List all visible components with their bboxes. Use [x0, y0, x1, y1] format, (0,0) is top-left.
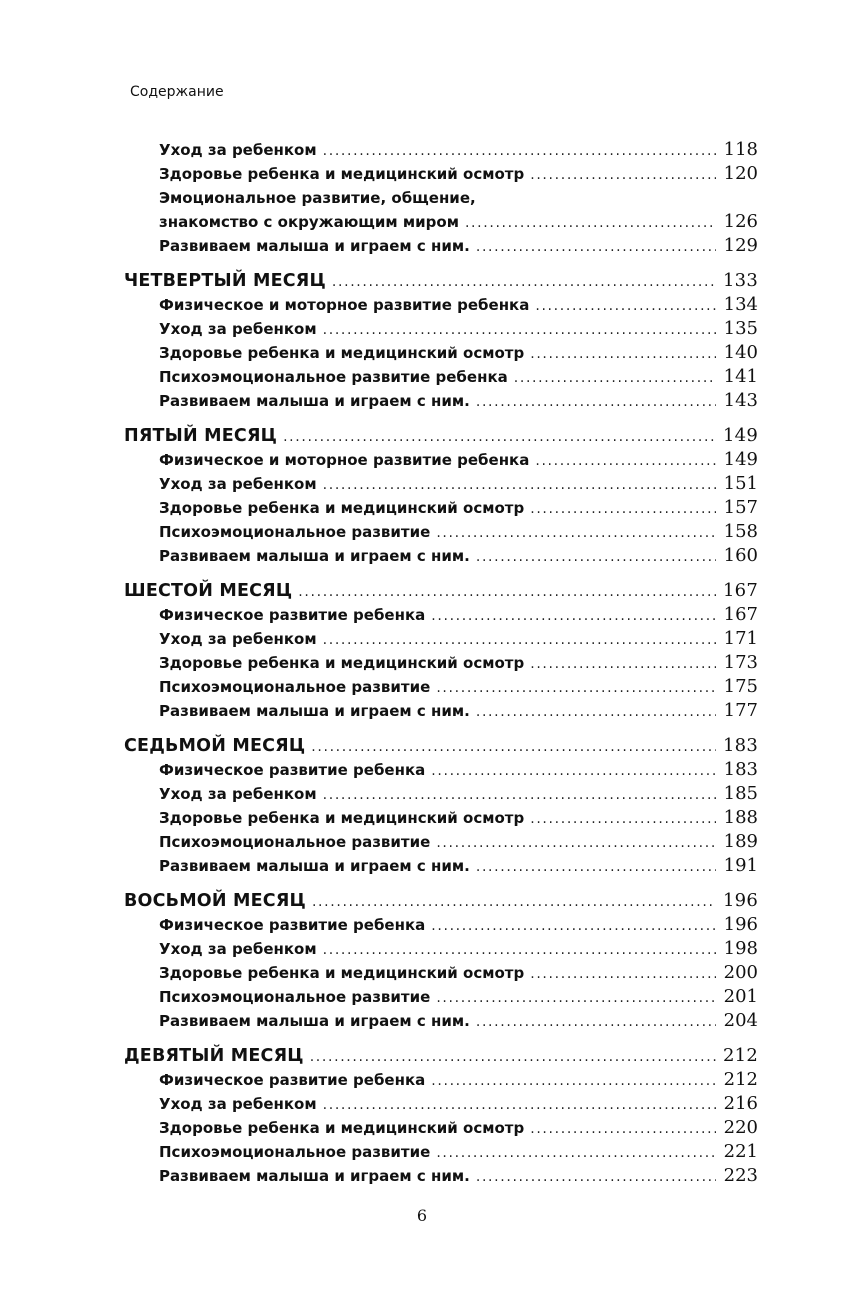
chapter-page: 149	[723, 425, 758, 446]
toc-entry-page: 175	[723, 676, 758, 697]
chapter-title: ЧЕТВЕРТЫЙ МЕСЯЦ	[124, 271, 326, 291]
toc-entry-title: Уход за ребенком	[159, 141, 317, 159]
toc-entry[interactable]	[124, 1140, 758, 1164]
toc-entry[interactable]	[124, 234, 758, 258]
dot-leader	[530, 652, 716, 676]
dot-leader	[323, 473, 716, 497]
toc-entry-title: Здоровье ребенка и медицинский осмотр	[159, 809, 525, 827]
dot-leader	[436, 1141, 716, 1165]
dot-leader	[323, 139, 716, 163]
toc-chapter-heading[interactable]	[124, 423, 758, 448]
toc-entry-title: Физическое развитие ребенка	[159, 916, 426, 934]
toc-entry-page: 220	[723, 1117, 758, 1138]
toc-entry[interactable]	[124, 699, 758, 723]
chapter-page: 167	[723, 580, 758, 601]
toc-entry-title: Здоровье ребенка и медицинский осмотр	[159, 654, 525, 672]
dot-leader	[476, 390, 716, 414]
chapter-title: ВОСЬМОЙ МЕСЯЦ	[124, 891, 306, 911]
dot-leader	[530, 807, 716, 831]
toc-entry-page: 183	[723, 759, 758, 780]
dot-leader	[514, 366, 716, 390]
toc-entry-page: 177	[723, 700, 758, 721]
toc-entry-page: 157	[723, 497, 758, 518]
dot-leader	[436, 676, 716, 700]
dot-leader	[465, 211, 716, 235]
toc-entry[interactable]	[124, 448, 758, 472]
toc-entry-title: Развиваем малыша и играем с ним.	[159, 857, 470, 875]
toc-entry-page: 141	[723, 366, 758, 387]
dot-leader	[431, 759, 716, 783]
toc-entry[interactable]	[124, 1116, 758, 1140]
dot-leader	[431, 914, 716, 938]
toc-entry-title: знакомство с окружающим миром	[159, 213, 459, 231]
toc-entry-title: Развиваем малыша и играем с ним.	[159, 702, 470, 720]
toc-group-intro	[124, 138, 758, 258]
dot-leader	[332, 270, 716, 295]
dot-leader	[283, 425, 716, 450]
toc-entry-page: 171	[723, 628, 758, 649]
toc-entry[interactable]	[124, 1068, 758, 1092]
running-head: Содержание	[130, 84, 224, 100]
page-number: 6	[416, 1206, 428, 1225]
dot-leader	[436, 986, 716, 1010]
toc-entry-page: 126	[723, 211, 758, 232]
toc-entry[interactable]	[124, 365, 758, 389]
dot-leader	[436, 521, 716, 545]
dot-leader	[535, 449, 716, 473]
dot-leader	[431, 604, 716, 628]
toc-entry-page: 167	[723, 604, 758, 625]
toc-entry[interactable]	[124, 520, 758, 544]
toc-entry-title: Уход за ребенком	[159, 940, 317, 958]
toc-entry-title: Развиваем малыша и играем с ним.	[159, 237, 470, 255]
toc-entry[interactable]	[124, 913, 758, 937]
chapter-page: 133	[723, 270, 758, 291]
toc-entry-page: 160	[723, 545, 758, 566]
toc-chapter-group	[124, 268, 758, 413]
toc-entry-page: 216	[723, 1093, 758, 1114]
toc-entry[interactable]	[124, 496, 758, 520]
toc-entry[interactable]	[124, 1009, 758, 1033]
toc-entry[interactable]	[124, 1092, 758, 1116]
toc-entry[interactable]	[124, 389, 758, 413]
toc-entry[interactable]	[124, 341, 758, 365]
toc-entry[interactable]	[124, 544, 758, 568]
toc-entry-page: 198	[723, 938, 758, 959]
toc-entry-page: 189	[723, 831, 758, 852]
toc-entry[interactable]	[124, 675, 758, 699]
dot-leader	[323, 1093, 716, 1117]
toc-entry-title: Физическое и моторное развитие ребенка	[159, 451, 530, 469]
toc-entry-title: Психоэмоциональное развитие	[159, 988, 431, 1006]
toc-entry-title: Уход за ребенком	[159, 320, 317, 338]
dot-leader	[312, 890, 716, 915]
toc-entry[interactable]	[124, 985, 758, 1009]
toc-entry-title: Здоровье ребенка и медицинский осмотр	[159, 499, 525, 517]
toc-entry-title: Развиваем малыша и играем с ним.	[159, 392, 470, 410]
toc-entry-page: 185	[723, 783, 758, 804]
dot-leader	[298, 580, 716, 605]
toc-entry-page: 196	[723, 914, 758, 935]
toc-chapter-group	[124, 1043, 758, 1188]
toc-chapter-heading[interactable]	[124, 1043, 758, 1068]
chapter-title: СЕДЬМОЙ МЕСЯЦ	[124, 736, 306, 756]
toc-entry-page: 173	[723, 652, 758, 673]
chapter-title: ПЯТЫЙ МЕСЯЦ	[124, 426, 278, 446]
dot-leader	[310, 1045, 716, 1070]
dot-leader	[476, 1010, 716, 1034]
toc-entry[interactable]	[124, 782, 758, 806]
dot-leader	[476, 545, 716, 569]
toc-entry[interactable]	[124, 961, 758, 985]
toc-entry-page: 120	[723, 163, 758, 184]
toc-entry[interactable]	[124, 758, 758, 782]
table-of-contents	[124, 138, 758, 1188]
toc-entry[interactable]	[124, 472, 758, 496]
dot-leader	[431, 1069, 716, 1093]
toc-entry-title: Развиваем малыша и играем с ним.	[159, 1167, 470, 1185]
toc-entry[interactable]	[124, 603, 758, 627]
toc-entry-title: Физическое развитие ребенка	[159, 1071, 426, 1089]
toc-entry-title: Физическое развитие ребенка	[159, 761, 426, 779]
toc-entry-title: Психоэмоциональное развитие	[159, 1143, 431, 1161]
toc-entry-title: Здоровье ребенка и медицинский осмотр	[159, 964, 525, 982]
toc-entry-title: Психоэмоциональное развитие	[159, 833, 431, 851]
toc-entry[interactable]	[124, 293, 758, 317]
toc-entry-page: 212	[723, 1069, 758, 1090]
toc-entry-page: 221	[723, 1141, 758, 1162]
toc-entry-title: Психоэмоциональное развитие	[159, 678, 431, 696]
toc-chapter-group	[124, 733, 758, 878]
toc-entry-title: Уход за ребенком	[159, 630, 317, 648]
toc-entry-title: Здоровье ребенка и медицинский осмотр	[159, 344, 525, 362]
dot-leader	[436, 831, 716, 855]
dot-leader	[476, 1165, 716, 1189]
toc-entry-title: Физическое развитие ребенка	[159, 606, 426, 624]
toc-entry-title: Здоровье ребенка и медицинский осмотр	[159, 165, 525, 183]
dot-leader	[323, 628, 716, 652]
dot-leader	[476, 855, 716, 879]
toc-entry[interactable]	[124, 854, 758, 878]
toc-entry-title: Уход за ребенком	[159, 1095, 317, 1113]
toc-entry-first-line[interactable]	[124, 186, 758, 210]
toc-entry-title: Здоровье ребенка и медицинский осмотр	[159, 1119, 525, 1137]
toc-entry-page: 134	[723, 294, 758, 315]
toc-chapter-heading[interactable]	[124, 888, 758, 913]
toc-chapter-group	[124, 888, 758, 1033]
dot-leader	[476, 700, 716, 724]
toc-entry[interactable]	[124, 317, 758, 341]
toc-entry[interactable]	[124, 162, 758, 186]
toc-entry-page: 140	[723, 342, 758, 363]
toc-entry-page: 200	[723, 962, 758, 983]
toc-entry-page: 151	[723, 473, 758, 494]
dot-leader	[323, 938, 716, 962]
toc-entry[interactable]	[124, 627, 758, 651]
dot-leader	[530, 342, 716, 366]
toc-entry-title-line1: Эмоциональное развитие, общение,	[159, 189, 476, 207]
dot-leader	[476, 235, 716, 259]
toc-entry-title: Уход за ребенком	[159, 475, 317, 493]
toc-entry-title: Психоэмоциональное развитие	[159, 523, 431, 541]
toc-entry-page: 149	[723, 449, 758, 470]
toc-entry[interactable]	[124, 1164, 758, 1188]
toc-entry-page: 143	[723, 390, 758, 411]
chapter-page: 183	[723, 735, 758, 756]
dot-leader	[530, 1117, 716, 1141]
toc-entry-page: 129	[723, 235, 758, 256]
chapter-title: ДЕВЯТЫЙ МЕСЯЦ	[124, 1046, 304, 1066]
chapter-page: 196	[723, 890, 758, 911]
toc-entry-title: Психоэмоциональное развитие ребенка	[159, 368, 508, 386]
toc-chapter-heading[interactable]	[124, 578, 758, 603]
dot-leader	[323, 783, 716, 807]
toc-entry-title: Уход за ребенком	[159, 785, 317, 803]
toc-entry-page: 223	[723, 1165, 758, 1186]
toc-entry[interactable]	[124, 138, 758, 162]
toc-entry-page: 191	[723, 855, 758, 876]
toc-entry-page: 118	[723, 139, 758, 160]
toc-entry-page: 201	[723, 986, 758, 1007]
dot-leader	[311, 735, 716, 760]
toc-entry[interactable]	[124, 806, 758, 830]
toc-chapter-heading[interactable]	[124, 268, 758, 293]
dot-leader	[323, 318, 716, 342]
chapter-title: ШЕСТОЙ МЕСЯЦ	[124, 581, 293, 601]
dot-leader	[530, 163, 716, 187]
toc-entry-title: Развиваем малыша и играем с ним.	[159, 1012, 470, 1030]
toc-entry[interactable]	[124, 830, 758, 854]
toc-entry[interactable]	[124, 937, 758, 961]
dot-leader	[535, 294, 716, 318]
chapter-page: 212	[723, 1045, 758, 1066]
dot-leader	[530, 962, 716, 986]
toc-entry[interactable]	[124, 210, 758, 234]
toc-entry-page: 158	[723, 521, 758, 542]
toc-chapter-group	[124, 423, 758, 568]
toc-entry-page: 204	[723, 1010, 758, 1031]
toc-entry[interactable]	[124, 651, 758, 675]
toc-entry-title: Физическое и моторное развитие ребенка	[159, 296, 530, 314]
toc-chapter-group	[124, 578, 758, 723]
toc-entry-title: Развиваем малыша и играем с ним.	[159, 547, 470, 565]
dot-leader	[530, 497, 716, 521]
toc-chapter-heading[interactable]	[124, 733, 758, 758]
toc-entry-page: 188	[723, 807, 758, 828]
toc-entry-page: 135	[723, 318, 758, 339]
